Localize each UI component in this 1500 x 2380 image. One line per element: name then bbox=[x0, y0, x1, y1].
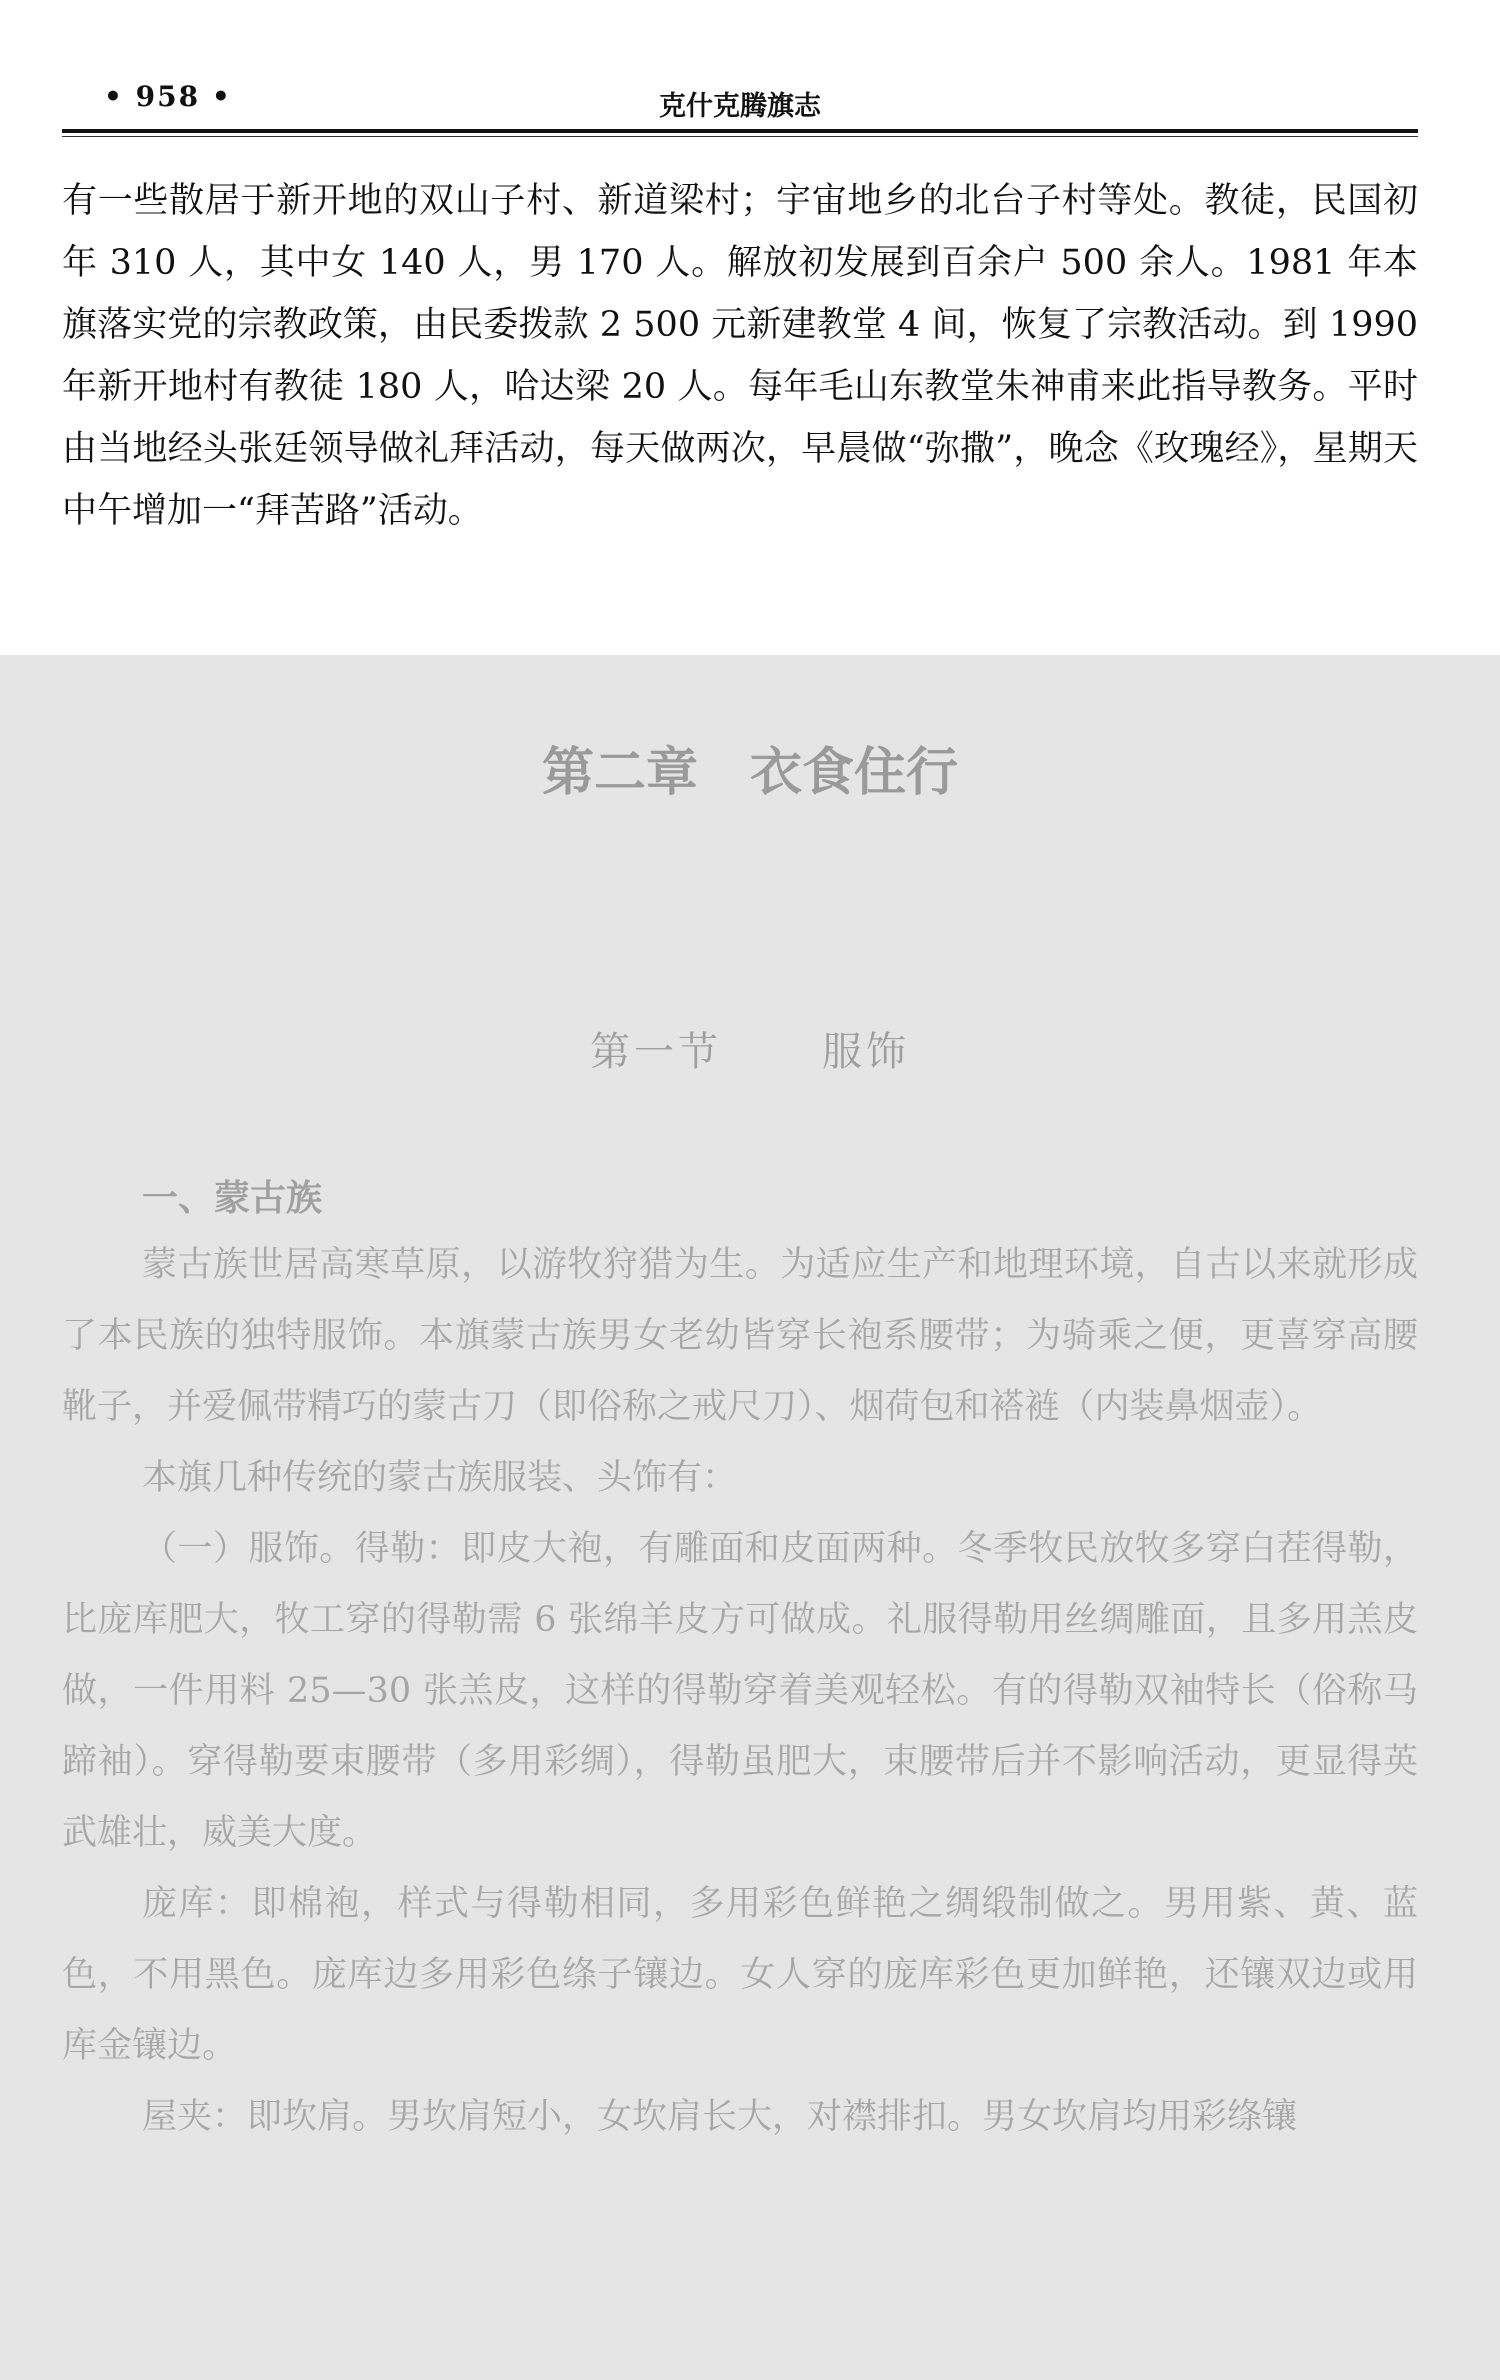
page-number: • 958 • bbox=[104, 80, 232, 113]
section-title bbox=[0, 1020, 1500, 1077]
running-head bbox=[62, 80, 1418, 120]
chapter-title: 第二章 衣食住行 bbox=[541, 743, 958, 803]
continuation-paragraph: 有一些散居于新开地的双山子村、新道梁村；宇宙地乡的北台子村等处。教徒，民国初年 310 人，其中女 140 人，男 170 人。解放初发展到百余户 500 余人。1981 年本旗落实党的宗教政策，由民委拨款 2 500 元新建教堂 4 间，恢复了宗教活动。到 1990 年新开地村有教徒 180 人，哈达梁 20 人。每年毛山东教堂朱神甫来此指导教务。平时由当地经头张廷领导做礼拜活动，每天做两次，早晨做“弥撒”，晚念《玫瑰经》，星期天中午增加一“拜苦路”活动。 bbox=[62, 181, 1418, 531]
section-number: 第一节 bbox=[590, 1029, 722, 1075]
paragraph-dele: （一）服饰。得勒：即皮大袍，有雕面和皮面两种。冬季牧民放牧多穿白茬得勒，比庞库肥大，牧工穿的得勒需 6 张绵羊皮方可做成。礼服得勒用丝绸雕面，且多用羔皮做，一件用料 25—30 张羔皮，这样的得勒穿着美观轻松。有的得勒双袖特长（俗称马蹄袖）。穿得勒要束腰带（多用彩绸），得勒虽肥大，束腰带后并不影响活动，更显得英武雄壮，威美大度。 bbox=[62, 1529, 1418, 1853]
paragraph-pangku: 庞库：即棉袍，样式与得勒相同，多用彩色鲜艳之绸缎制做之。男用紫、黄、蓝色，不用黑色。庞库边多用彩色绦子镶边。女人穿的庞库彩色更加鲜艳，还镶双边或用库金镶边。 bbox=[62, 1884, 1418, 2066]
header-rule-thick bbox=[62, 129, 1418, 133]
book-title: 克什克腾旗志 bbox=[659, 91, 821, 122]
paragraph-garments-intro: 本旗几种传统的蒙古族服装、头饰有： bbox=[142, 1458, 738, 1498]
paragraph-wujia: 屋夹：即坎肩。男坎肩短小，女坎肩长大，对襟排扣。男女坎肩均用彩绦镶 bbox=[142, 2097, 1298, 2137]
body-text bbox=[62, 1230, 1418, 2153]
subsection-heading: 一、蒙古族 bbox=[142, 1178, 323, 1219]
section-name: 服饰 bbox=[822, 1029, 910, 1075]
paragraph-mongol-intro: 蒙古族世居高寒草原，以游牧狩猎为生。为适应生产和地理环境，自古以来就形成了本民族的独特服饰。本旗蒙古族男女老幼皆穿长袍系腰带；为骑乘之便，更喜穿高腰靴子，并爱佩带精巧的蒙古刀（即俗称之戒尺刀）、烟荷包和褡裢（内装鼻烟壶）。 bbox=[62, 1245, 1418, 1427]
header-rule-thin bbox=[62, 136, 1418, 137]
continuation-block bbox=[62, 170, 1418, 542]
